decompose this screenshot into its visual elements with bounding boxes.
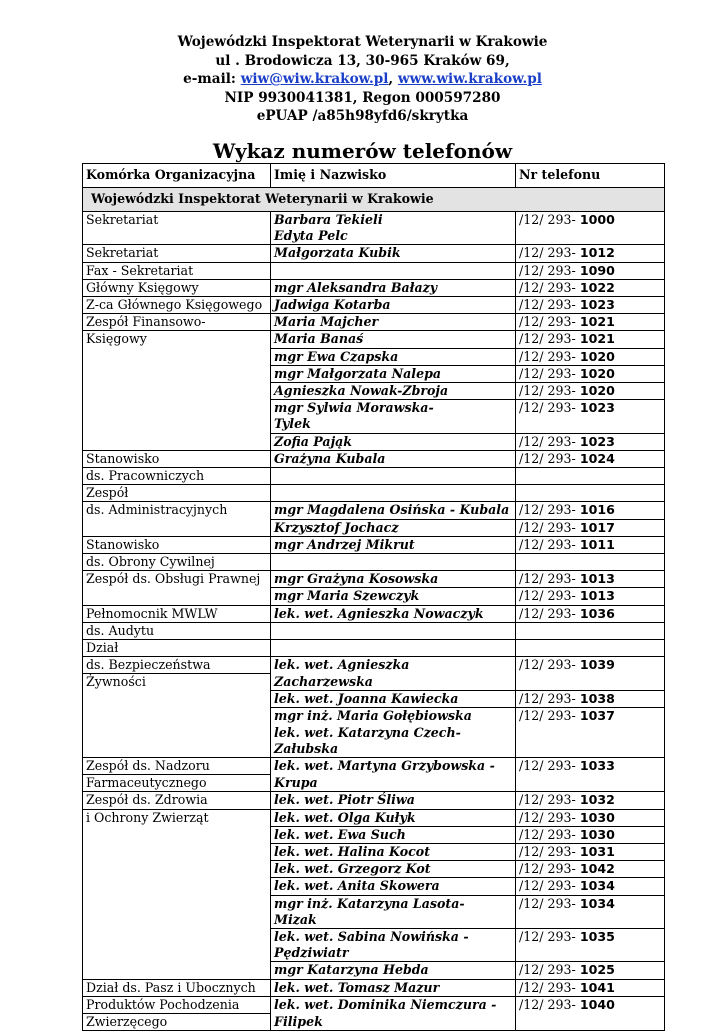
unit-cell: ds. Obrony Cywilnej	[83, 554, 271, 571]
phone-extension: 1090	[579, 262, 615, 278]
table-row	[83, 365, 665, 382]
unit-cell: Stanowisko	[83, 450, 271, 467]
table-row	[83, 468, 665, 485]
phone-extension: 1034	[579, 895, 615, 911]
phone-number	[516, 622, 665, 639]
phone-extension: 1025	[579, 962, 615, 978]
phone-extension: 1017	[579, 519, 615, 535]
phone-extension: 1000	[579, 212, 615, 227]
phone-prefix: /12/ 293-	[519, 878, 580, 894]
phone-prefix: /12/ 293-	[519, 691, 580, 707]
phone-number	[516, 400, 665, 417]
phone-number	[516, 519, 665, 536]
phone-number	[516, 331, 665, 348]
person-name: lek. wet. Agnieszka Nowaczyk	[271, 605, 516, 622]
table-row	[83, 962, 665, 979]
phone-extension: 1036	[579, 605, 615, 621]
phone-prefix: /12/ 293-	[519, 536, 580, 552]
table-row	[83, 640, 665, 657]
unit-cell: Farmaceutycznego	[83, 775, 271, 792]
phone-extension: 1038	[579, 691, 615, 707]
phone-number	[516, 996, 665, 1013]
phone-number	[516, 979, 665, 996]
phone-extension: 1023	[579, 297, 615, 313]
phone-extension: 1024	[579, 450, 615, 466]
phone-prefix: /12/ 293-	[519, 571, 580, 587]
column-header-phone: Nr telefonu	[516, 164, 665, 188]
phone-prefix: /12/ 293-	[519, 792, 580, 808]
phone-number	[516, 1014, 665, 1031]
person-name	[271, 468, 516, 485]
person-name: lek. wet. Tomasz Mazur	[271, 979, 516, 996]
phone-prefix: /12/ 293-	[519, 708, 580, 724]
phone-prefix: /12/ 293-	[519, 844, 580, 860]
person-name: Krupa	[271, 775, 516, 792]
person-name: lek. wet. Anita Skowera	[271, 878, 516, 895]
table-row	[83, 450, 665, 467]
table-row	[83, 929, 665, 946]
phone-number	[516, 383, 665, 400]
phone-number	[516, 809, 665, 826]
person-name: Maria Majcher	[271, 314, 516, 331]
person-name	[271, 485, 516, 502]
table-row	[83, 674, 665, 691]
table-header-row	[83, 164, 665, 188]
institution-name: Wojewódzki Inspektorat Weterynarii w Krakowie	[177, 34, 548, 50]
phone-number	[516, 279, 665, 296]
table-row	[83, 554, 665, 571]
table-row	[83, 725, 665, 741]
column-header-name: Imię i Nazwisko	[271, 164, 516, 188]
unit-cell: i Ochrony Zwierząt	[83, 809, 271, 826]
phone-prefix: /12/ 293-	[519, 929, 580, 945]
table-row	[83, 1014, 665, 1031]
phone-number	[516, 708, 665, 725]
person-name: Agnieszka Nowak-Zbroja	[271, 383, 516, 400]
unit-cell	[83, 725, 271, 741]
unit-cell	[83, 929, 271, 946]
table-row	[83, 691, 665, 708]
phone-number	[516, 588, 665, 605]
phone-prefix: /12/ 293-	[519, 212, 580, 227]
table-row	[83, 519, 665, 536]
epuap-address: ePUAP /a85h98yfd6/skrytka	[256, 108, 469, 124]
phone-extension: 1013	[579, 571, 615, 587]
phone-number	[516, 262, 665, 279]
table-row	[83, 895, 665, 912]
unit-cell	[83, 895, 271, 912]
person-name: mgr Grażyna Kosowska	[271, 571, 516, 588]
phone-prefix: /12/ 293-	[519, 314, 580, 330]
table-row	[83, 809, 665, 826]
table-row	[83, 979, 665, 996]
unit-cell: Żywności	[83, 674, 271, 691]
phone-extension: 1023	[579, 433, 615, 449]
table-row	[83, 279, 665, 296]
person-name: lek. wet. Ewa Such	[271, 826, 516, 843]
phone-prefix: /12/ 293-	[519, 262, 580, 278]
phone-extension: 1016	[579, 502, 615, 518]
unit-cell: Księgowy	[83, 331, 271, 348]
phone-number	[516, 826, 665, 843]
phone-number	[516, 571, 665, 588]
person-name: Edyta Pelc	[271, 228, 516, 245]
table-row	[83, 708, 665, 725]
unit-cell: Sekretariat	[83, 212, 271, 229]
unit-cell	[83, 826, 271, 843]
phone-extension: 1030	[579, 809, 615, 825]
person-name: mgr Andrzej Mikrut	[271, 536, 516, 553]
phone-prefix: /12/ 293-	[519, 962, 580, 978]
unit-cell	[83, 844, 271, 861]
phone-number	[516, 536, 665, 553]
phone-prefix: /12/ 293-	[519, 809, 580, 825]
phone-prefix: /12/ 293-	[519, 331, 580, 347]
phone-number	[516, 348, 665, 365]
phone-number	[516, 844, 665, 861]
section-row	[83, 188, 665, 212]
person-name: lek. wet. Katarzyna Czech-	[271, 725, 516, 741]
table-row	[83, 502, 665, 519]
phone-number	[516, 962, 665, 979]
phone-extension: 1012	[579, 245, 615, 261]
phone-prefix: /12/ 293-	[519, 979, 580, 995]
person-name: lek. wet. Sabina Nowińska -	[271, 929, 516, 946]
person-name: Grażyna Kubala	[271, 450, 516, 467]
phone-extension: 1032	[579, 792, 615, 808]
contact-separator: ,	[388, 71, 394, 87]
table-row	[83, 945, 665, 962]
unit-cell: ds. Audytu	[83, 622, 271, 639]
unit-cell: Zespół ds. Zdrowia	[83, 792, 271, 809]
person-name: Barbara Tekieli	[271, 212, 516, 229]
person-name: Załubska	[271, 741, 516, 758]
phone-prefix: /12/ 293-	[519, 433, 580, 449]
phone-number	[516, 912, 665, 929]
table-row	[83, 605, 665, 622]
phone-number	[516, 895, 665, 912]
address: ul . Brodowicza 13, 30-965 Kraków 69,	[215, 52, 510, 69]
table-row	[83, 741, 665, 758]
phone-number	[516, 365, 665, 382]
unit-cell	[83, 878, 271, 895]
phone-number	[516, 741, 665, 758]
unit-cell	[83, 691, 271, 708]
tax-ids: NIP 9930041381, Regon 000597280	[224, 89, 501, 106]
phone-number	[516, 878, 665, 895]
person-name: lek. wet. Piotr Śliwa	[271, 792, 516, 809]
phone-prefix: /12/ 293-	[519, 605, 580, 621]
phone-extension: 1013	[579, 588, 615, 604]
table-row	[83, 228, 665, 245]
phone-number	[516, 297, 665, 314]
person-name: mgr inż. Katarzyna Lasota-	[271, 895, 516, 912]
person-name: Zofia Pająk	[271, 433, 516, 450]
phone-number	[516, 929, 665, 946]
person-name	[271, 554, 516, 571]
phone-extension: 1040	[579, 996, 615, 1012]
phone-extension: 1033	[579, 758, 615, 773]
phone-table	[82, 163, 665, 1031]
phone-prefix: /12/ 293-	[519, 383, 580, 399]
phone-number	[516, 485, 665, 502]
phone-prefix: /12/ 293-	[519, 895, 580, 911]
table-row	[83, 571, 665, 588]
phone-number	[516, 861, 665, 878]
person-name: Jadwiga Kotarba	[271, 297, 516, 314]
person-name: mgr Ewa Czapska	[271, 348, 516, 365]
phone-number	[516, 245, 665, 262]
unit-cell	[83, 741, 271, 758]
phone-number	[516, 758, 665, 775]
phone-extension: 1011	[579, 536, 615, 552]
person-name: Krzysztof Jochacz	[271, 519, 516, 536]
person-name: lek. wet. Agnieszka	[271, 657, 516, 674]
unit-cell	[83, 383, 271, 400]
phone-prefix: /12/ 293-	[519, 519, 580, 535]
phone-extension: 1030	[579, 826, 615, 842]
table-row	[83, 383, 665, 400]
table-row	[83, 588, 665, 605]
person-name: Maria Banaś	[271, 331, 516, 348]
website-link[interactable]: www.wiw.krakow.pl	[397, 71, 542, 87]
unit-cell: Zespół ds. Nadzoru	[83, 758, 271, 775]
phone-number	[516, 212, 665, 229]
person-name: lek. wet. Olga Kułyk	[271, 809, 516, 826]
unit-cell: Stanowisko	[83, 536, 271, 553]
phone-extension: 1022	[579, 279, 615, 295]
person-name: Zacharzewska	[271, 674, 516, 691]
person-name: Małgorzata Kubik	[271, 245, 516, 262]
phone-number	[516, 657, 665, 674]
unit-cell: Główny Księgowy	[83, 279, 271, 296]
phone-extension: 1020	[579, 383, 615, 399]
table-row	[83, 331, 665, 348]
phone-extension: 1037	[579, 708, 615, 724]
table-row	[83, 912, 665, 929]
table-row	[83, 297, 665, 314]
table-row	[83, 826, 665, 843]
phone-prefix: /12/ 293-	[519, 996, 580, 1012]
unit-cell	[83, 945, 271, 962]
unit-cell: Zespół ds. Obsługi Prawnej	[83, 571, 271, 588]
person-name: Pędziwiatr	[271, 945, 516, 962]
person-name: Filipek	[271, 1014, 516, 1031]
phone-number	[516, 554, 665, 571]
unit-cell: Zwierzęcego	[83, 1014, 271, 1031]
unit-cell: ds. Administracyjnych	[83, 502, 271, 519]
person-name: mgr Maria Szewczyk	[271, 588, 516, 605]
phone-number	[516, 725, 665, 741]
unit-cell: Fax - Sekretariat	[83, 262, 271, 279]
table-row	[83, 775, 665, 792]
unit-cell	[83, 912, 271, 929]
email-label: e-mail:	[183, 71, 236, 87]
contact-line	[0, 70, 725, 89]
table-row	[83, 657, 665, 674]
table-row	[83, 792, 665, 809]
phone-prefix: /12/ 293-	[519, 861, 580, 877]
phone-extension: 1035	[579, 929, 615, 945]
unit-cell	[83, 365, 271, 382]
phone-extension: 1031	[579, 844, 615, 860]
unit-cell: Pełnomocnik MWLW	[83, 605, 271, 622]
column-header-unit: Komórka Organizacyjna	[83, 164, 271, 188]
table-row	[83, 844, 665, 861]
phone-prefix: /12/ 293-	[519, 365, 580, 381]
phone-number	[516, 433, 665, 450]
phone-number	[516, 228, 665, 245]
institution-header	[0, 33, 725, 126]
phone-number	[516, 640, 665, 657]
phone-extension: 1042	[579, 861, 615, 877]
phone-number	[516, 691, 665, 708]
phone-number	[516, 450, 665, 467]
phone-extension: 1023	[579, 400, 615, 416]
phone-extension: 1020	[579, 365, 615, 381]
unit-cell	[83, 588, 271, 605]
person-name: lek. wet. Dominika Niemczura -	[271, 996, 516, 1013]
phone-extension: 1039	[579, 657, 615, 673]
phone-prefix: /12/ 293-	[519, 245, 580, 261]
phone-prefix: /12/ 293-	[519, 758, 580, 773]
phone-extension: 1020	[579, 348, 615, 364]
unit-cell: Dział	[83, 640, 271, 657]
person-name: lek. wet. Martyna Grzybowska -	[271, 758, 516, 775]
person-name: mgr Magdalena Osińska - Kubala	[271, 502, 516, 519]
unit-cell: Produktów Pochodzenia	[83, 996, 271, 1013]
phone-prefix: /12/ 293-	[519, 502, 580, 518]
phone-prefix: /12/ 293-	[519, 348, 580, 364]
person-name: mgr Aleksandra Bałazy	[271, 279, 516, 296]
person-name: Mizak	[271, 912, 516, 929]
table-row	[83, 433, 665, 450]
unit-cell	[83, 708, 271, 725]
person-name	[271, 262, 516, 279]
person-name: mgr Katarzyna Hebda	[271, 962, 516, 979]
table-row	[83, 622, 665, 639]
person-name	[271, 622, 516, 639]
table-row	[83, 878, 665, 895]
table-row	[83, 536, 665, 553]
person-name: mgr Małgorzata Nalepa	[271, 365, 516, 382]
unit-cell	[83, 433, 271, 450]
unit-cell	[83, 228, 271, 245]
phone-number	[516, 416, 665, 433]
phone-number	[516, 502, 665, 519]
phone-extension: 1034	[579, 878, 615, 894]
phone-prefix: /12/ 293-	[519, 297, 580, 313]
phone-prefix: /12/ 293-	[519, 400, 580, 416]
unit-cell: Dział ds. Pasz i Ubocznych	[83, 979, 271, 996]
section-title: Wojewódzki Inspektorat Weterynarii w Krakowie	[83, 188, 665, 212]
person-name: lek. wet. Halina Kocot	[271, 844, 516, 861]
table-row	[83, 262, 665, 279]
table-row	[83, 212, 665, 229]
phone-number	[516, 314, 665, 331]
phone-number	[516, 775, 665, 792]
table-row	[83, 348, 665, 365]
phone-prefix: /12/ 293-	[519, 450, 580, 466]
phone-extension: 1041	[579, 979, 615, 995]
table-row	[83, 245, 665, 262]
phone-prefix: /12/ 293-	[519, 826, 580, 842]
person-name: lek. wet. Joanna Kawiecka	[271, 691, 516, 708]
table-row	[83, 758, 665, 775]
table-row	[83, 485, 665, 502]
phone-number	[516, 945, 665, 962]
phone-number	[516, 674, 665, 691]
unit-cell	[83, 416, 271, 433]
person-name: lek. wet. Grzegorz Kot	[271, 861, 516, 878]
person-name	[271, 640, 516, 657]
email-link[interactable]: wiw@wiw.krakow.pl	[240, 71, 389, 87]
table-row	[83, 400, 665, 417]
unit-cell: Sekretariat	[83, 245, 271, 262]
unit-cell	[83, 962, 271, 979]
person-name: mgr inż. Maria Gołębiowska	[271, 708, 516, 725]
phone-number	[516, 468, 665, 485]
unit-cell	[83, 348, 271, 365]
unit-cell	[83, 400, 271, 417]
phone-extension: 1021	[579, 314, 615, 330]
table-row	[83, 996, 665, 1013]
unit-cell: Z-ca Głównego Księgowego	[83, 297, 271, 314]
phone-extension: 1021	[579, 331, 615, 347]
phone-number	[516, 605, 665, 622]
table-row	[83, 314, 665, 331]
table-row	[83, 861, 665, 878]
person-name: mgr Sylwia Morawska-	[271, 400, 516, 417]
unit-cell: Zespół	[83, 485, 271, 502]
page-title: Wykaz numerów telefonów	[212, 139, 513, 163]
phone-prefix: /12/ 293-	[519, 588, 580, 604]
unit-cell: ds. Pracowniczych	[83, 468, 271, 485]
unit-cell: ds. Bezpieczeństwa	[83, 657, 271, 674]
phone-prefix: /12/ 293-	[519, 279, 580, 295]
table-row	[83, 416, 665, 433]
person-name: Tylek	[271, 416, 516, 433]
unit-cell	[83, 519, 271, 536]
phone-prefix: /12/ 293-	[519, 657, 580, 673]
unit-cell: Zespół Finansowo-	[83, 314, 271, 331]
unit-cell	[83, 861, 271, 878]
phone-number	[516, 792, 665, 809]
